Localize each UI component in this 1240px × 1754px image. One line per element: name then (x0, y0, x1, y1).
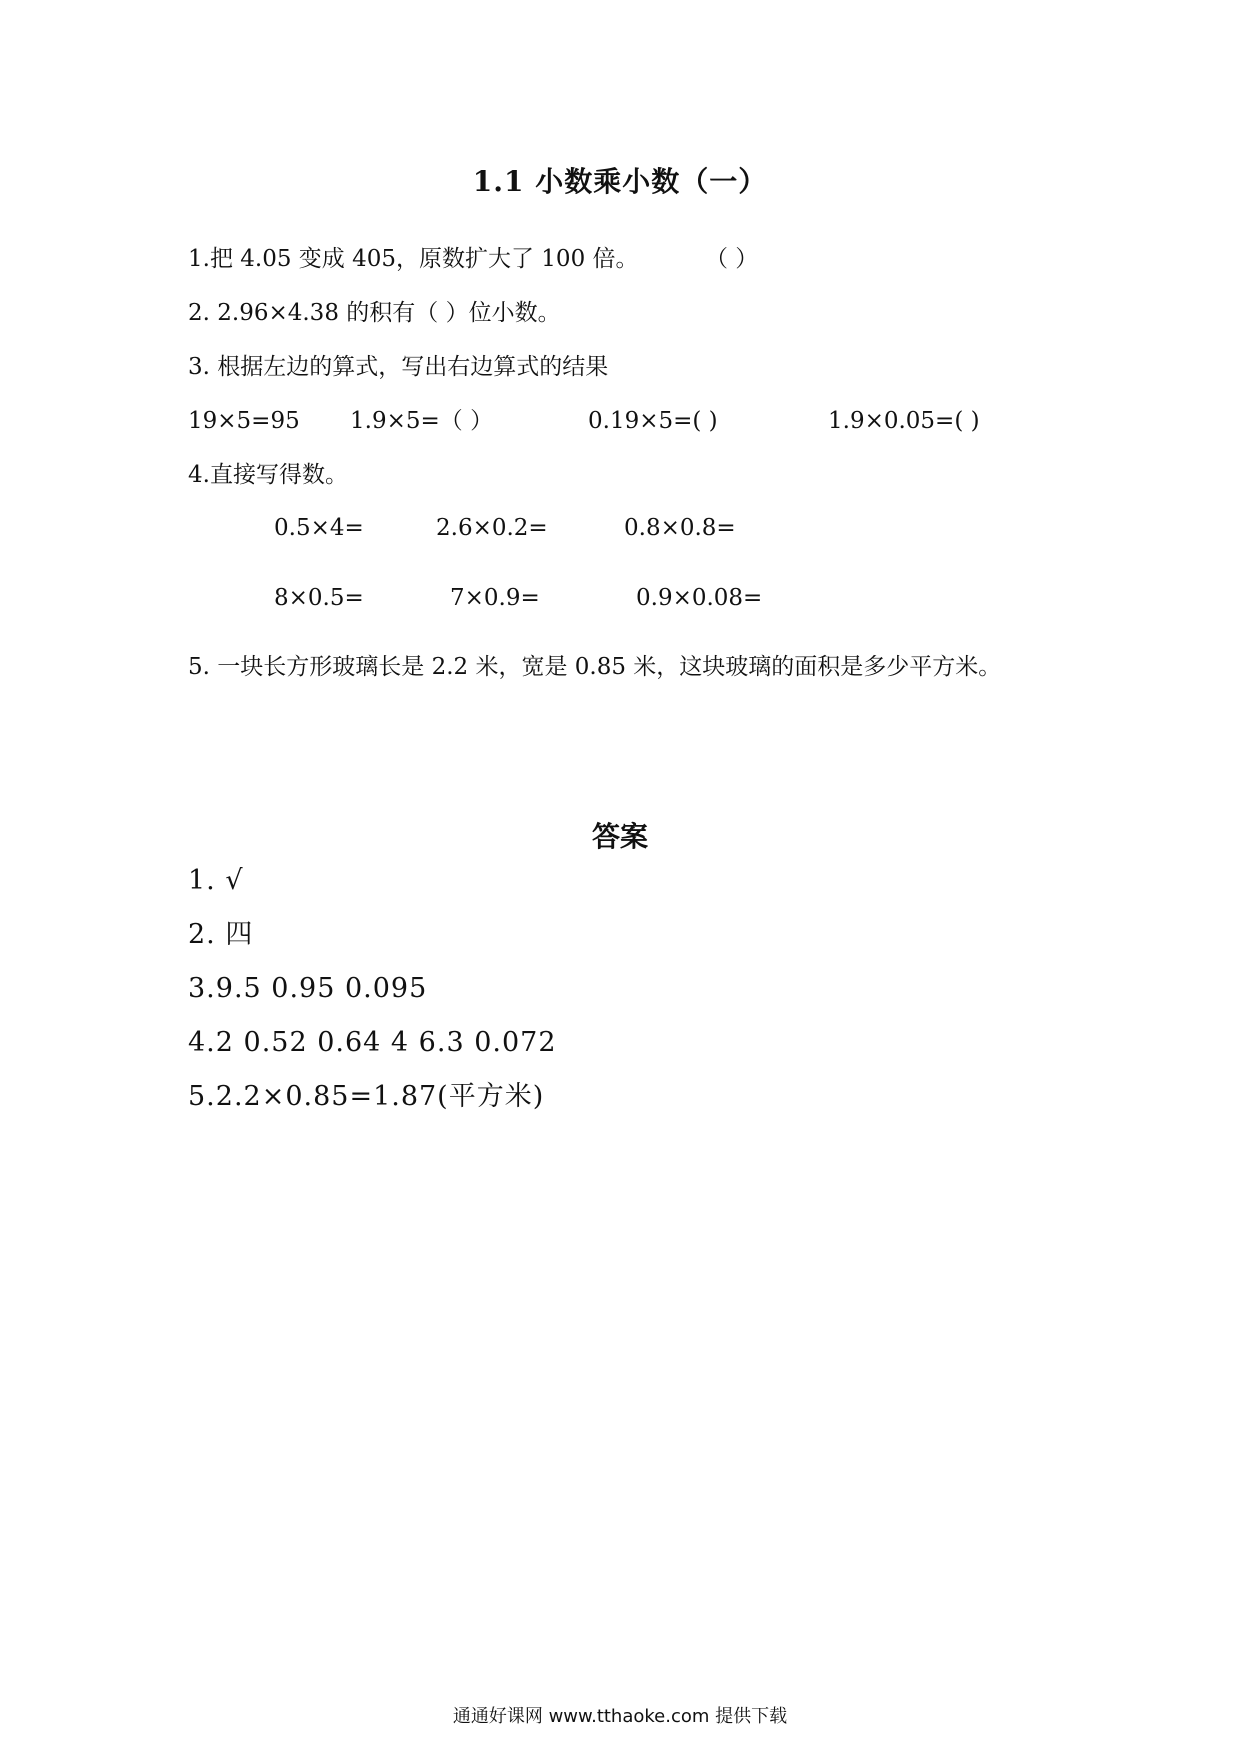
question-4-item: 0.9×0.08= (636, 585, 763, 611)
question-4-item: 0.8×0.8= (624, 515, 736, 541)
answer-line: 3.9.5 0.95 0.095 (188, 973, 428, 1004)
question-4-item: 7×0.9= (450, 585, 540, 611)
question-1-blank: （ ） (705, 246, 759, 272)
question-4-text: 4.直接写得数。 (188, 462, 348, 488)
answer-line: 5.2.2×0.85=1.87(平方米) (188, 1081, 545, 1112)
question-2-text: 2. 2.96×4.38 的积有（ ）位小数。 (188, 300, 561, 326)
answer-line: 1. √ (188, 865, 244, 896)
question-3-item: 0.19×5=( ) (588, 408, 718, 434)
question-1-text: 1.把 4.05 变成 405，原数扩大了 100 倍。 (188, 246, 639, 272)
question-4-item: 0.5×4= (274, 515, 364, 541)
question-3-item: 19×5=95 (188, 408, 300, 434)
question-3-text: 3. 根据左边的算式，写出右边算式的结果 (188, 354, 609, 380)
answer-line: 2. 四 (188, 919, 254, 950)
page-title: 1.1 小数乘小数（一） (472, 165, 768, 198)
answers-title: 答案 (591, 820, 648, 853)
question-4-item: 2.6×0.2= (436, 515, 548, 541)
question-5-text: 5. 一块长方形玻璃长是 2.2 米，宽是 0.85 米，这块玻璃的面积是多少平方米。 (188, 654, 1002, 680)
footer-text: 通通好课网 www.tthaoke.com 提供下载 (452, 1706, 788, 1727)
question-3-item: 1.9×0.05=( ) (828, 408, 980, 434)
answer-line: 4.2 0.52 0.64 4 6.3 0.072 (188, 1027, 557, 1058)
question-3-item: 1.9×5=（ ） (350, 408, 494, 434)
question-4-item: 8×0.5= (274, 585, 364, 611)
